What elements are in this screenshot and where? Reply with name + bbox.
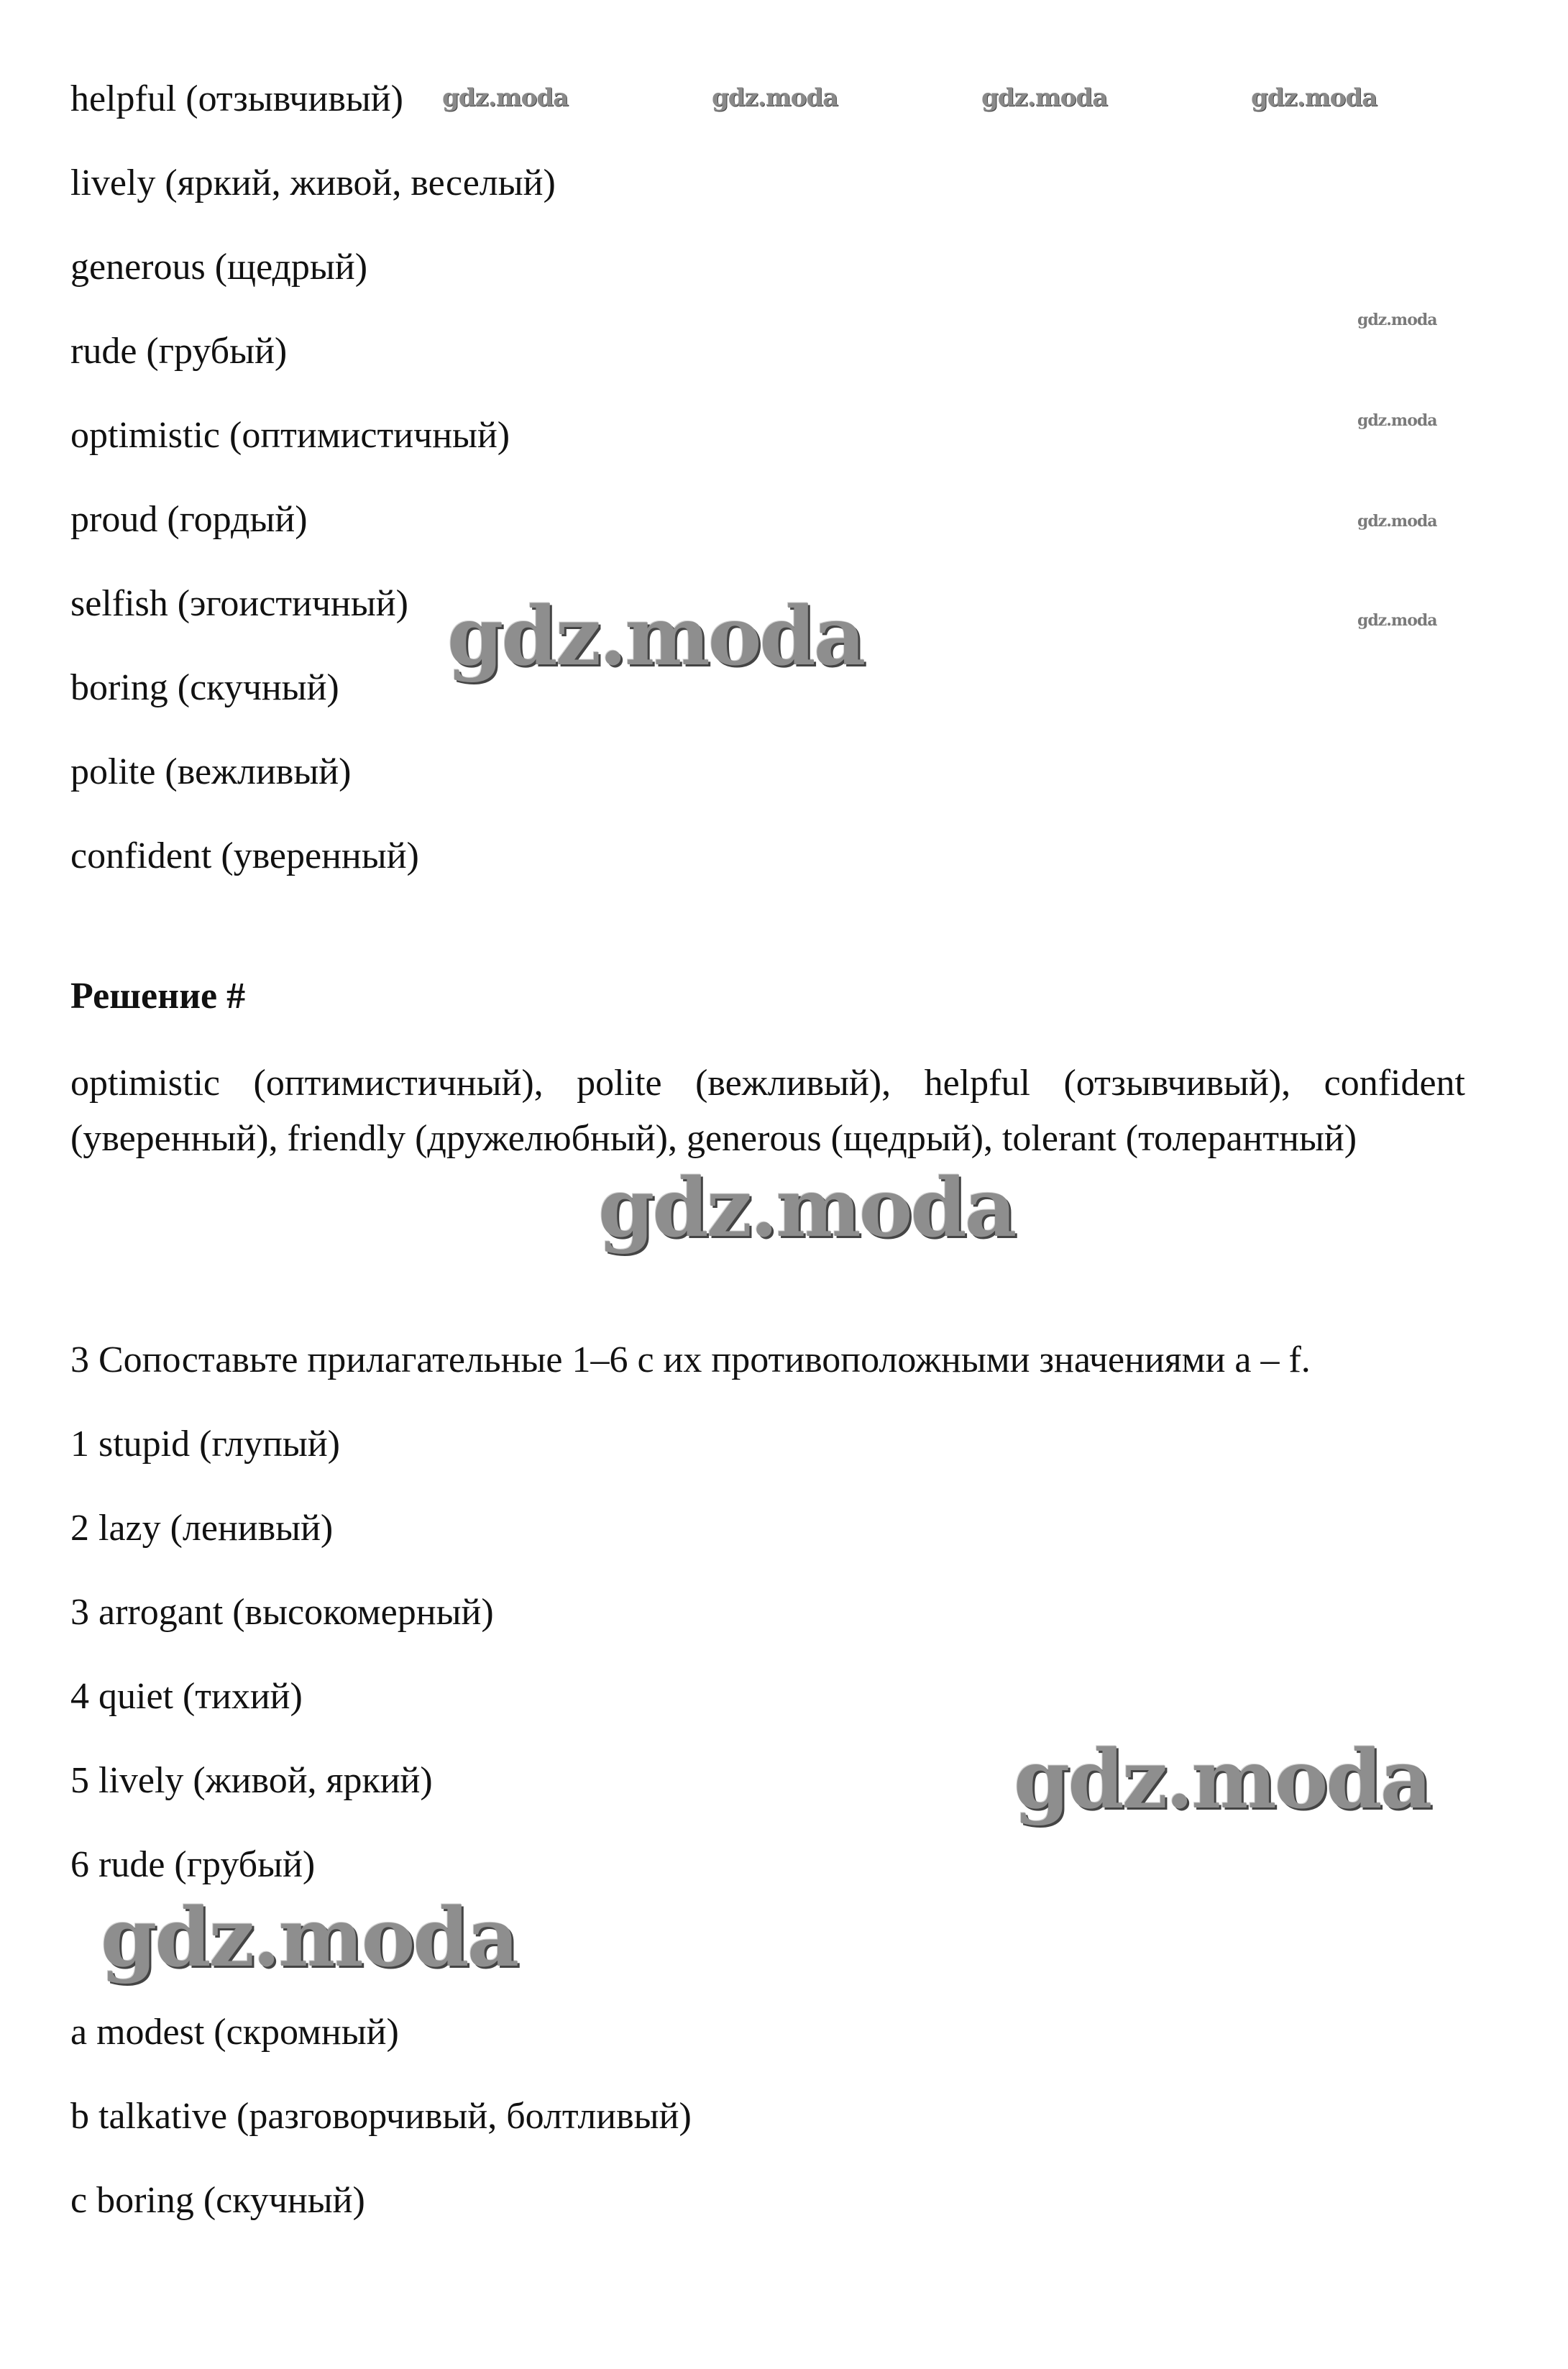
watermark: gdz.moda [447,590,864,684]
task-item: 3 arrogant (высокомерный) [70,1592,494,1633]
adjective-item: optimistic (оптимистичный) [70,415,510,456]
watermark: gdz.moda [981,83,1108,112]
solution-text: optimistic (оптимистичный), polite (вежливый), helpful (отзывчивый), confident (уверенный), friendly (дружелюбный), generous (щедрый), tolerant (толерантный) [70,1063,1465,1159]
watermark: gdz.moda [712,83,838,112]
watermark: gdz.moda [1357,611,1437,630]
task-option: a modest (скромный) [70,2012,399,2053]
adjective-item: selfish (эгоистичный) [70,583,408,624]
adjective-item: generous (щедрый) [70,247,368,288]
task-item: 6 rude (грубый) [70,1844,316,1885]
adjective-item: boring (скучный) [70,667,339,708]
adjective-item: polite (вежливый) [70,751,352,792]
watermark: gdz.moda [1251,83,1377,112]
watermark: gdz.moda [1357,411,1437,430]
watermark: gdz.moda [442,83,569,112]
watermark: gdz.moda [101,1891,518,1985]
task-instruction: 3 Сопоставьте прилагательные 1–6 с их противоположными значениями a – f. [70,1339,1311,1380]
watermark: gdz.moda [1357,512,1437,531]
task-option: c boring (скучный) [70,2180,365,2221]
adjective-item: rude (грубый) [70,331,288,372]
task-item: 1 stupid (глупый) [70,1424,340,1465]
adjective-item: confident (уверенный) [70,835,419,876]
watermark: gdz.moda [1014,1733,1431,1827]
adjective-item: lively (яркий, живой, веселый) [70,162,556,203]
task-item: 2 lazy (ленивый) [70,1508,334,1549]
task-item: 4 quiet (тихий) [70,1676,303,1717]
solution-heading: Решение # [70,976,246,1017]
task-item: 5 lively (живой, яркий) [70,1760,433,1801]
adjective-item: proud (гордый) [70,499,308,540]
adjective-item: helpful (отзывчивый) [70,78,403,119]
task-option: b talkative (разговорчивый, болтливый) [70,2096,692,2137]
watermark: gdz.moda [598,1161,1015,1255]
watermark: gdz.moda [1357,311,1437,329]
